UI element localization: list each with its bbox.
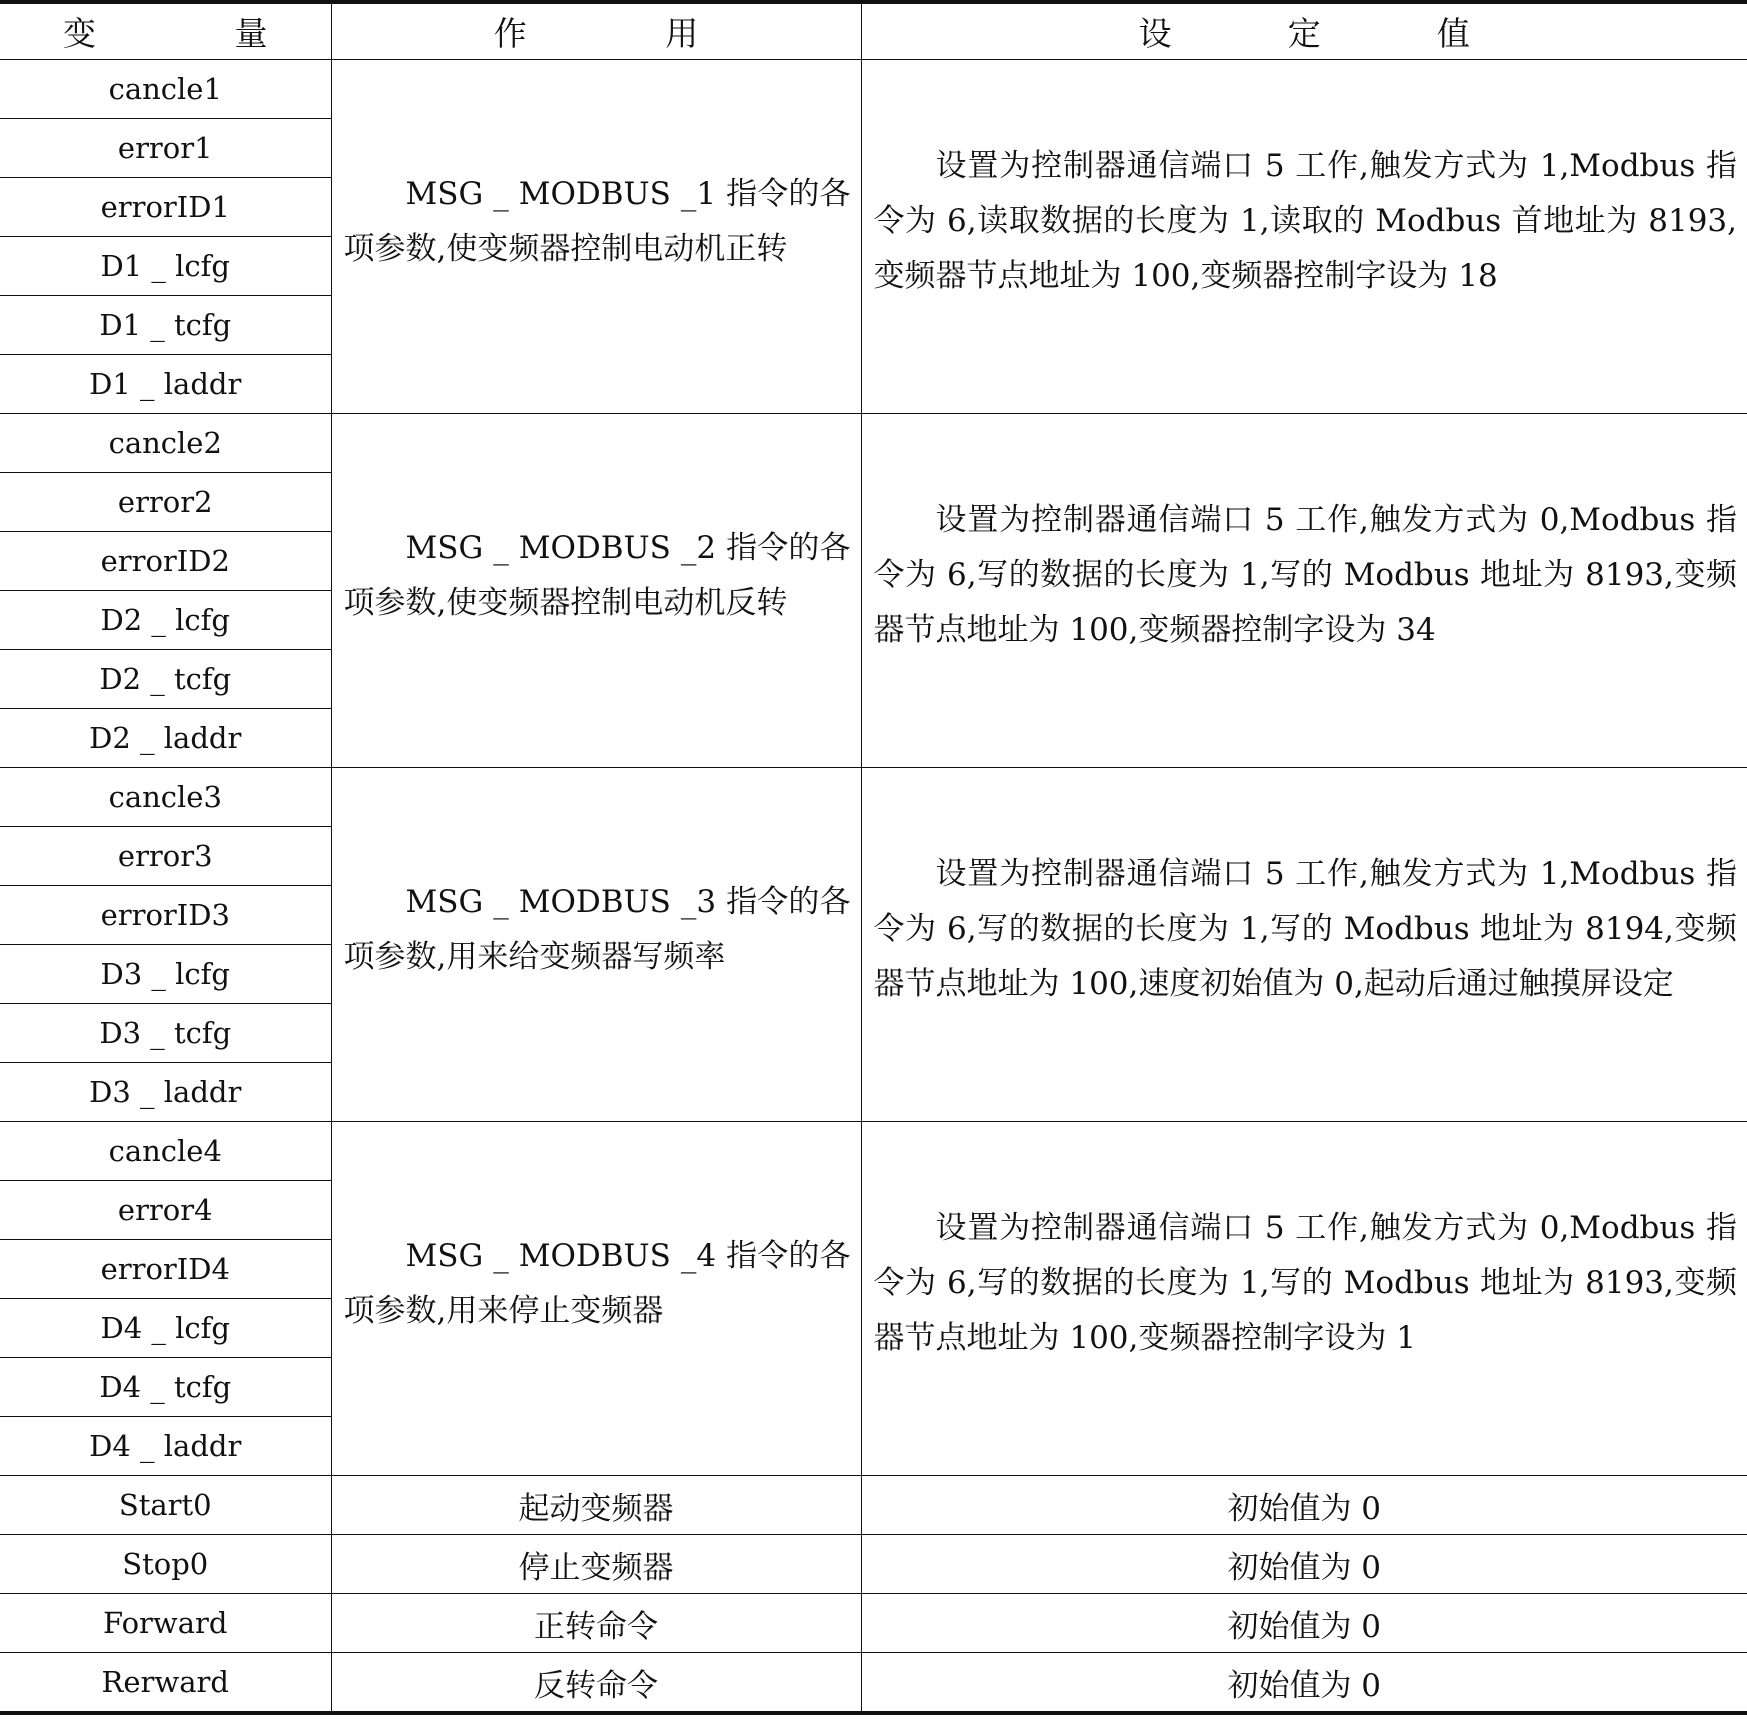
variable-cell: errorID4 <box>0 1240 331 1299</box>
value-text: 设置为控制器通信端口 5 工作,触发方式为 1,Modbus 指令为 6,写的数据的长度为 1,写的 Modbus 地址为 8194,变频器节点地址为 100,速度初始值为 0,起动后通过触摸屏设定 <box>873 856 1737 1002</box>
table-row <box>0 1594 1747 1653</box>
purpose-cell: 起动变频器 <box>331 1476 861 1535</box>
table-header <box>0 2 1747 60</box>
variable-cell: error4 <box>0 1181 331 1240</box>
table-row <box>0 60 1747 119</box>
variable-cell: D4 _ tcfg <box>0 1358 331 1417</box>
purpose-cell: 反转命令 <box>331 1653 861 1714</box>
purpose-cell <box>331 768 861 1122</box>
variable-cell: D1 _ lcfg <box>0 237 331 296</box>
purpose-text: MSG _ MODBUS _1 指令的各项参数,使变频器控制电动机正转 <box>343 175 851 267</box>
variable-cell: error1 <box>0 119 331 178</box>
value-text: 设置为控制器通信端口 5 工作,触发方式为 0,Modbus 指令为 6,写的数据的长度为 1,写的 Modbus 地址为 8193,变频器节点地址为 100,变频器控制字设为 1 <box>873 1210 1737 1356</box>
header-value: 设 定 值 <box>861 2 1747 60</box>
purpose-cell: 正转命令 <box>331 1594 861 1653</box>
variable-cell: cancle4 <box>0 1122 331 1181</box>
value-text: 设置为控制器通信端口 5 工作,触发方式为 0,Modbus 指令为 6,写的数据的长度为 1,写的 Modbus 地址为 8193,变频器节点地址为 100,变频器控制字设为 34 <box>873 502 1737 648</box>
table-row <box>0 1476 1747 1535</box>
variable-cell: cancle3 <box>0 768 331 827</box>
purpose-text: MSG _ MODBUS _2 指令的各项参数,使变频器控制电动机反转 <box>343 529 851 621</box>
variable-cell: D3 _ lcfg <box>0 945 331 1004</box>
variable-cell: errorID2 <box>0 532 331 591</box>
variable-cell: errorID3 <box>0 886 331 945</box>
variable-cell: D2 _ lcfg <box>0 591 331 650</box>
value-cell <box>861 768 1747 1122</box>
table-row <box>0 1122 1747 1181</box>
variable-cell: cancle1 <box>0 60 331 119</box>
value-cell: 初始值为 0 <box>861 1535 1747 1594</box>
value-cell <box>861 1122 1747 1476</box>
table-row <box>0 768 1747 827</box>
variable-cell: Forward <box>0 1594 331 1653</box>
variable-cell: Start0 <box>0 1476 331 1535</box>
variable-cell: error3 <box>0 827 331 886</box>
value-cell <box>861 414 1747 768</box>
purpose-cell <box>331 414 861 768</box>
variable-cell: D3 _ tcfg <box>0 1004 331 1063</box>
variable-cell: cancle2 <box>0 414 331 473</box>
variable-cell: D2 _ laddr <box>0 709 331 768</box>
variable-cell: D1 _ tcfg <box>0 296 331 355</box>
variable-cell: D4 _ laddr <box>0 1417 331 1476</box>
table-row <box>0 1535 1747 1594</box>
table-row <box>0 1653 1747 1714</box>
purpose-cell: 停止变频器 <box>331 1535 861 1594</box>
value-cell: 初始值为 0 <box>861 1594 1747 1653</box>
variable-cell: errorID1 <box>0 178 331 237</box>
variable-cell: D2 _ tcfg <box>0 650 331 709</box>
variable-cell: D1 _ laddr <box>0 355 331 414</box>
value-cell <box>861 60 1747 414</box>
purpose-cell <box>331 60 861 414</box>
header-purpose: 作 用 <box>331 2 861 60</box>
variable-cell: Stop0 <box>0 1535 331 1594</box>
purpose-text: MSG _ MODBUS _3 指令的各项参数,用来给变频器写频率 <box>343 883 851 975</box>
header-row <box>0 2 1747 60</box>
purpose-cell <box>331 1122 861 1476</box>
variable-cell: D3 _ laddr <box>0 1063 331 1122</box>
value-cell: 初始值为 0 <box>861 1653 1747 1714</box>
table-body <box>0 60 1747 1714</box>
variable-cell: Rerward <box>0 1653 331 1714</box>
value-cell: 初始值为 0 <box>861 1476 1747 1535</box>
header-variable: 变 量 <box>0 2 331 60</box>
purpose-text: MSG _ MODBUS _4 指令的各项参数,用来停止变频器 <box>343 1237 851 1329</box>
variable-cell: error2 <box>0 473 331 532</box>
table-row <box>0 414 1747 473</box>
variable-cell: D4 _ lcfg <box>0 1299 331 1358</box>
value-text: 设置为控制器通信端口 5 工作,触发方式为 1,Modbus 指令为 6,读取数据的长度为 1,读取的 Modbus 首地址为 8193,变频器节点地址为 100,变频器控制字设为 18 <box>873 148 1737 294</box>
